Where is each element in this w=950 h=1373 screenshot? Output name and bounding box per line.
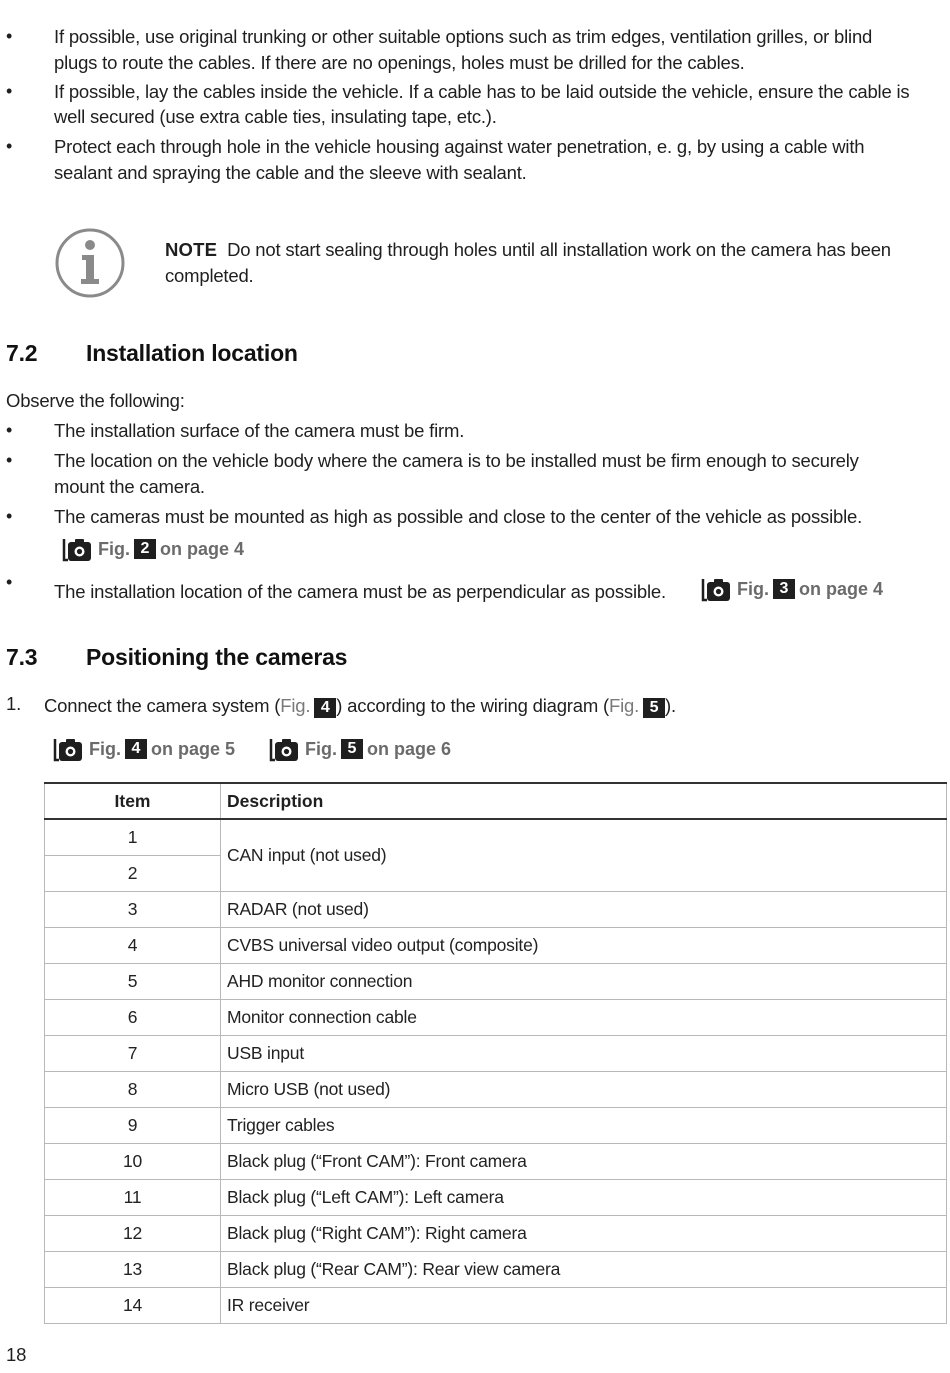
item-cell: 8 xyxy=(45,1072,221,1108)
page-ref: on page 4 xyxy=(799,578,884,599)
bullet-line: Protect each through hole in the vehicle housing against water penetration, e. g, by using a cable with xyxy=(54,136,865,157)
section-title: Positioning the cameras xyxy=(86,644,348,670)
table-row xyxy=(45,1180,947,1216)
item-cell: 14 xyxy=(45,1288,221,1324)
bullet-dot: • xyxy=(6,572,13,592)
step-number: 1. xyxy=(6,693,22,714)
bullet-dot: • xyxy=(6,420,13,440)
item-cell: 11 xyxy=(45,1180,221,1216)
page-number: 18 xyxy=(6,1344,27,1365)
fig-number: 4 xyxy=(125,739,147,759)
item-cell: 1 xyxy=(45,819,221,856)
table-row xyxy=(45,1072,947,1108)
fig-number: 5 xyxy=(341,739,363,759)
description-cell: CAN input (not used) xyxy=(221,819,947,892)
page-ref: on page 5 xyxy=(151,738,236,759)
description-cell: Monitor connection cable xyxy=(221,1000,947,1036)
section-title: Installation location xyxy=(86,340,298,366)
fig-label: Fig. xyxy=(89,738,121,759)
description-cell: IR receiver xyxy=(221,1288,947,1324)
bullet-line: plugs to route the cables. If there are no openings, holes must be drilled for the cables. xyxy=(54,52,745,73)
table-row xyxy=(45,1216,947,1252)
fig-number: 3 xyxy=(773,579,795,599)
description-cell: Black plug (“Front CAM”): Front camera xyxy=(221,1144,947,1180)
bullet-dot: • xyxy=(6,506,13,526)
header-description: Description xyxy=(221,783,947,819)
description-cell: Black plug (“Rear CAM”): Rear view camera xyxy=(221,1252,947,1288)
fig-label: Fig. xyxy=(305,738,337,759)
bullet-line: The installation surface of the camera must be firm. xyxy=(54,420,465,441)
description-cell: Black plug (“Left CAM”): Left camera xyxy=(221,1180,947,1216)
description-cell: AHD monitor connection xyxy=(221,964,947,1000)
item-cell: 6 xyxy=(45,1000,221,1036)
section-number: 7.2 xyxy=(6,340,38,366)
item-cell: 5 xyxy=(45,964,221,1000)
figure-reference-link[interactable] xyxy=(53,734,235,764)
note-line-2: completed. xyxy=(165,265,254,286)
table-row xyxy=(45,1036,947,1072)
step-text xyxy=(44,693,676,719)
item-cell: 4 xyxy=(45,928,221,964)
page-ref: on page 4 xyxy=(160,538,245,559)
table-row xyxy=(45,964,947,1000)
camera-icon xyxy=(53,734,83,764)
description-cell: USB input xyxy=(221,1036,947,1072)
table-row xyxy=(45,1000,947,1036)
bullet-line: mount the camera. xyxy=(54,476,205,497)
inline-fig-number: 5 xyxy=(643,698,665,718)
fig-label: Fig. xyxy=(98,538,130,559)
table-row xyxy=(45,892,947,928)
table-row xyxy=(45,1108,947,1144)
description-cell: Trigger cables xyxy=(221,1108,947,1144)
table-row xyxy=(45,1288,947,1324)
step-text-part: Connect the camera system ( xyxy=(44,695,281,716)
item-cell: 12 xyxy=(45,1216,221,1252)
note-text xyxy=(165,237,891,263)
description-cell: Micro USB (not used) xyxy=(221,1072,947,1108)
description-cell: Black plug (“Right CAM”): Right camera xyxy=(221,1216,947,1252)
bullet-line: The location on the vehicle body where the camera is to be installed must be firm enough to securely xyxy=(54,450,859,471)
step-text-part: ). xyxy=(665,695,676,716)
item-cell: 7 xyxy=(45,1036,221,1072)
bullet-line: The cameras must be mounted as high as possible and close to the center of the vehicle as possible. xyxy=(54,506,863,527)
note-label: NOTE xyxy=(165,239,218,260)
page-ref: on page 6 xyxy=(367,738,452,759)
description-cell: CVBS universal video output (composite) xyxy=(221,928,947,964)
item-cell: 3 xyxy=(45,892,221,928)
item-cell: 2 xyxy=(45,856,221,892)
bullet-line: sealant and spraying the cable and the sleeve with sealant. xyxy=(54,162,527,183)
bullet-line: If possible, lay the cables inside the vehicle. If a cable has to be laid outside the vehicle, ensure the cable is xyxy=(54,81,910,102)
bullet-line: well secured (use extra cable ties, insulating tape, etc.). xyxy=(54,106,497,127)
items-table xyxy=(44,782,947,1324)
description-cell: RADAR (not used) xyxy=(221,892,947,928)
header-item: Item xyxy=(45,783,221,819)
figure-reference-link[interactable] xyxy=(62,534,244,564)
table-row xyxy=(45,928,947,964)
table-row xyxy=(45,1252,947,1288)
camera-icon xyxy=(62,534,92,564)
bullet-dot: • xyxy=(6,136,13,156)
bullet-dot: • xyxy=(6,450,13,470)
fig-number: 2 xyxy=(134,539,156,559)
bullet-dot: • xyxy=(6,26,13,46)
inline-fig-label: Fig. xyxy=(280,695,311,716)
table-row xyxy=(45,819,947,856)
bullet-dot: • xyxy=(6,81,13,101)
item-cell: 9 xyxy=(45,1108,221,1144)
section-intro: Observe the following: xyxy=(6,390,185,411)
table-header-row xyxy=(45,783,947,819)
inline-fig-label: Fig. xyxy=(608,695,640,716)
info-icon xyxy=(54,227,126,299)
inline-fig-number: 4 xyxy=(314,698,336,718)
note-line-1: Do not start sealing through holes until all installation work on the camera has been xyxy=(227,239,891,260)
bullet-line: The installation location of the camera must be as perpendicular as possible. xyxy=(54,581,666,602)
item-cell: 13 xyxy=(45,1252,221,1288)
fig-label: Fig. xyxy=(737,578,769,599)
figure-reference-link[interactable] xyxy=(269,734,451,764)
item-cell: 10 xyxy=(45,1144,221,1180)
figure-reference-link[interactable] xyxy=(701,574,883,604)
camera-icon xyxy=(701,574,731,604)
table-row xyxy=(45,1144,947,1180)
step-text-part: ) according to the wiring diagram ( xyxy=(336,695,609,716)
section-number: 7.3 xyxy=(6,644,38,670)
camera-icon xyxy=(269,734,299,764)
bullet-line: If possible, use original trunking or other suitable options such as trim edges, ventilation grilles, or blind xyxy=(54,26,873,47)
